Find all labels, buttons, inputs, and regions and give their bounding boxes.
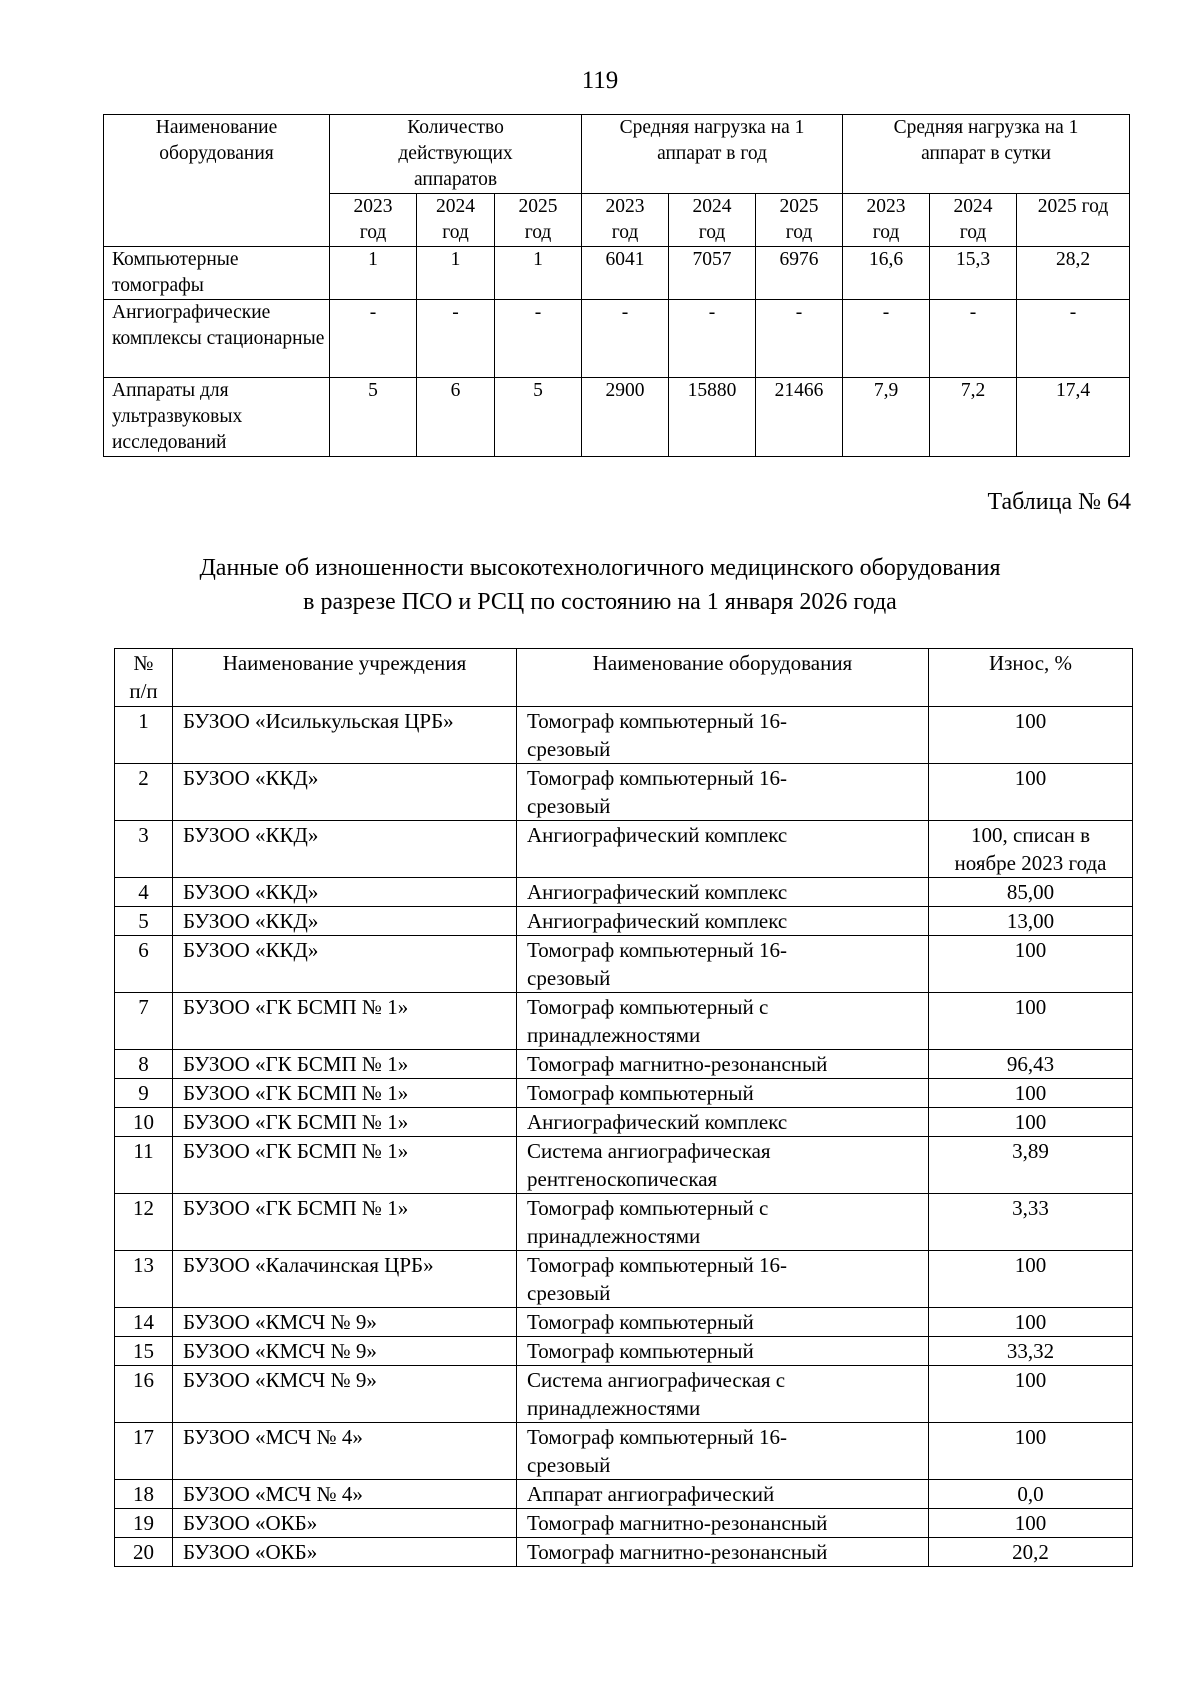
table-row: [115, 707, 1133, 764]
equipment-name: Томограф магнитно-резонансный: [517, 1509, 929, 1538]
equipment-name: Томограф компьютерный: [517, 1308, 929, 1337]
row-number: 1: [115, 707, 173, 764]
equipment-name: Ангиографический комплекс: [517, 878, 929, 907]
institution-name: БУЗОО «ОКБ»: [173, 1538, 517, 1567]
table-row: [115, 1480, 1133, 1509]
table-row: [115, 1194, 1133, 1251]
cell: -: [582, 300, 669, 378]
institution-name: БУЗОО «КМСЧ № 9»: [173, 1366, 517, 1423]
wear-value: 100: [929, 707, 1133, 764]
header-year: 2025 год: [495, 194, 582, 247]
equipment-name: Ангиографический комплекс: [517, 821, 929, 878]
cell: 17,4: [1017, 378, 1130, 457]
header-count-group: Количество действующих аппаратов: [330, 115, 582, 194]
cell: -: [756, 300, 843, 378]
wear-value: 13,00: [929, 907, 1133, 936]
row-label: Компьютерные томографы: [104, 247, 330, 300]
equipment-name: Томограф компьютерный 16-срезовый: [517, 936, 929, 993]
table-row: [104, 378, 1130, 457]
wear-value: 100: [929, 1251, 1133, 1308]
cell: 1: [495, 247, 582, 300]
header-year: 2023 год: [843, 194, 930, 247]
cell: 16,6: [843, 247, 930, 300]
table-row: [115, 1337, 1133, 1366]
row-number: 8: [115, 1050, 173, 1079]
table-row: [115, 993, 1133, 1050]
table-row: [115, 1137, 1133, 1194]
equipment-name: Ангиографический комплекс: [517, 1108, 929, 1137]
cell: 6041: [582, 247, 669, 300]
row-label: Аппараты для ультразвуковых исследований: [104, 378, 330, 457]
institution-name: БУЗОО «ОКБ»: [173, 1509, 517, 1538]
row-number: 5: [115, 907, 173, 936]
institution-name: БУЗОО «ГК БСМП № 1»: [173, 1050, 517, 1079]
table-row: [115, 1050, 1133, 1079]
cell: 5: [330, 378, 417, 457]
wear-value: 100: [929, 993, 1133, 1050]
cell: 2900: [582, 378, 669, 457]
header-year: 2024 год: [417, 194, 495, 247]
header-year: 2023 год: [582, 194, 669, 247]
table-caption-line-2: в разрезе ПСО и РСЦ по состоянию на 1 января 2026 года: [303, 589, 897, 615]
equipment-name: Томограф компьютерный 16-срезовый: [517, 764, 929, 821]
institution-name: БУЗОО «ГК БСМП № 1»: [173, 1137, 517, 1194]
equipment-name: Томограф компьютерный 16-срезовый: [517, 1251, 929, 1308]
row-label: Ангиографические комплексы стационарные: [104, 300, 330, 378]
equipment-name: Ангиографический комплекс: [517, 907, 929, 936]
cell: 6976: [756, 247, 843, 300]
equipment-name: Система ангиографическая с принадлежностями: [517, 1366, 929, 1423]
equipment-name: Система ангиографическая рентгеноскопическая: [517, 1137, 929, 1194]
table-row: [115, 1251, 1133, 1308]
header-year: 2025 год: [756, 194, 843, 247]
wear-value: 100: [929, 1079, 1133, 1108]
row-number: 20: [115, 1538, 173, 1567]
header-institution: Наименование учреждения: [173, 649, 517, 707]
cell: 1: [330, 247, 417, 300]
header-year: 2023 год: [330, 194, 417, 247]
row-number: 14: [115, 1308, 173, 1337]
wear-value: 20,2: [929, 1538, 1133, 1567]
equipment-name: Томограф компьютерный с принадлежностями: [517, 1194, 929, 1251]
wear-value: 100: [929, 1108, 1133, 1137]
equipment-name: Томограф компьютерный 16-срезовый: [517, 1423, 929, 1480]
cell: -: [330, 300, 417, 378]
institution-name: БУЗОО «Калачинская ЦРБ»: [173, 1251, 517, 1308]
institution-name: БУЗОО «ККД»: [173, 764, 517, 821]
table-number-label: Таблица № 64: [987, 489, 1131, 515]
table-row: [115, 821, 1133, 878]
equipment-name: Томограф компьютерный: [517, 1337, 929, 1366]
table-row: [115, 1423, 1133, 1480]
equipment-name: Томограф компьютерный с принадлежностями: [517, 993, 929, 1050]
row-number: 18: [115, 1480, 173, 1509]
row-number: 16: [115, 1366, 173, 1423]
wear-value: 3,33: [929, 1194, 1133, 1251]
equipment-name: Томограф магнитно-резонансный: [517, 1050, 929, 1079]
header-year: 2024 год: [930, 194, 1017, 247]
institution-name: БУЗОО «ККД»: [173, 878, 517, 907]
institution-name: БУЗОО «ГК БСМП № 1»: [173, 1079, 517, 1108]
table-caption-line-1: Данные об изношенности высокотехнологичного медицинского оборудования: [199, 555, 1001, 581]
institution-name: БУЗОО «МСЧ № 4»: [173, 1480, 517, 1509]
header-equipment-name: Наименование оборудования: [104, 115, 330, 247]
institution-name: БУЗОО «Исилькульская ЦРБ»: [173, 707, 517, 764]
cell: 7,9: [843, 378, 930, 457]
wear-value: 100: [929, 1308, 1133, 1337]
institution-name: БУЗОО «ГК БСМП № 1»: [173, 1108, 517, 1137]
row-number: 10: [115, 1108, 173, 1137]
equipment-wear-table: [114, 648, 1133, 1567]
table-row: [115, 878, 1133, 907]
row-number: 11: [115, 1137, 173, 1194]
row-number: 3: [115, 821, 173, 878]
institution-name: БУЗОО «КМСЧ № 9»: [173, 1337, 517, 1366]
cell: 15880: [669, 378, 756, 457]
equipment-name: Томограф магнитно-резонансный: [517, 1538, 929, 1567]
row-number: 7: [115, 993, 173, 1050]
cell: 15,3: [930, 247, 1017, 300]
header-year: 2025 год: [1017, 194, 1130, 247]
cell: 1: [417, 247, 495, 300]
cell: -: [843, 300, 930, 378]
table-row: [115, 1538, 1133, 1567]
table-row: [115, 907, 1133, 936]
wear-value: 85,00: [929, 878, 1133, 907]
institution-name: БУЗОО «ГК БСМП № 1»: [173, 993, 517, 1050]
cell: 7,2: [930, 378, 1017, 457]
institution-name: БУЗОО «МСЧ № 4»: [173, 1423, 517, 1480]
institution-name: БУЗОО «КМСЧ № 9»: [173, 1308, 517, 1337]
row-number: 4: [115, 878, 173, 907]
cell: 21466: [756, 378, 843, 457]
table-row: [115, 1308, 1133, 1337]
table-row: [115, 1509, 1133, 1538]
page-number: 119: [581, 67, 619, 94]
cell: 5: [495, 378, 582, 457]
table-row: [115, 1108, 1133, 1137]
table-row: [115, 936, 1133, 993]
wear-value: 96,43: [929, 1050, 1133, 1079]
cell: -: [417, 300, 495, 378]
equipment-name: Томограф компьютерный 16-срезовый: [517, 707, 929, 764]
wear-value: 100: [929, 1423, 1133, 1480]
equipment-load-table: [103, 114, 1130, 457]
table-row: [115, 1079, 1133, 1108]
wear-value: 3,89: [929, 1137, 1133, 1194]
table-row: [104, 247, 1130, 300]
row-number: 17: [115, 1423, 173, 1480]
header-day-load-group: Средняя нагрузка на 1 аппарат в сутки: [843, 115, 1130, 194]
cell: -: [669, 300, 756, 378]
row-number: 2: [115, 764, 173, 821]
institution-name: БУЗОО «ККД»: [173, 907, 517, 936]
row-number: 6: [115, 936, 173, 993]
table-row: [115, 1366, 1133, 1423]
header-year: 2024 год: [669, 194, 756, 247]
wear-value: 100: [929, 1509, 1133, 1538]
wear-value: 100: [929, 764, 1133, 821]
row-number: 9: [115, 1079, 173, 1108]
table-row: [104, 300, 1130, 378]
cell: 7057: [669, 247, 756, 300]
equipment-name: Аппарат ангиографический: [517, 1480, 929, 1509]
row-number: 13: [115, 1251, 173, 1308]
institution-name: БУЗОО «ГК БСМП № 1»: [173, 1194, 517, 1251]
wear-value: 33,32: [929, 1337, 1133, 1366]
wear-value: 100, списан в ноябре 2023 года: [929, 821, 1133, 878]
header-equipment: Наименование оборудования: [517, 649, 929, 707]
row-number: 12: [115, 1194, 173, 1251]
header-year-load-group: Средняя нагрузка на 1 аппарат в год: [582, 115, 843, 194]
wear-value: 100: [929, 1366, 1133, 1423]
wear-value: 100: [929, 936, 1133, 993]
header-row-number: № п/п: [115, 649, 173, 707]
cell: -: [1017, 300, 1130, 378]
row-number: 19: [115, 1509, 173, 1538]
cell: 6: [417, 378, 495, 457]
institution-name: БУЗОО «ККД»: [173, 936, 517, 993]
row-number: 15: [115, 1337, 173, 1366]
table-row: [115, 764, 1133, 821]
wear-value: 0,0: [929, 1480, 1133, 1509]
header-wear-percent: Износ, %: [929, 649, 1133, 707]
cell: 28,2: [1017, 247, 1130, 300]
institution-name: БУЗОО «ККД»: [173, 821, 517, 878]
cell: -: [930, 300, 1017, 378]
equipment-name: Томограф компьютерный: [517, 1079, 929, 1108]
cell: -: [495, 300, 582, 378]
